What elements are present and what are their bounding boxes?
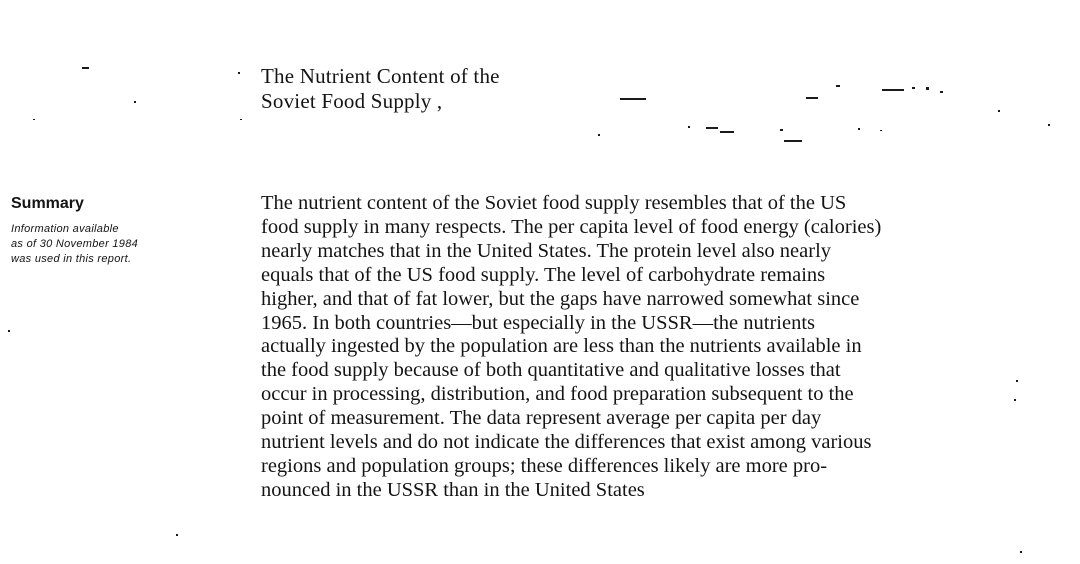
scan-speck: [620, 98, 646, 100]
scan-speck: [880, 130, 882, 131]
scan-speck: [784, 140, 802, 142]
scan-speck: [836, 85, 840, 87]
scan-speck: [1014, 399, 1016, 401]
scan-speck: [858, 128, 860, 130]
paragraph-line: food supply in many respects. The per capita level of food energy (calories): [261, 215, 882, 238]
paragraph-line: the food supply because of both quantitative and qualitative losses that: [261, 359, 841, 382]
scan-speck: [806, 97, 818, 99]
scan-speck: [1020, 551, 1022, 553]
scan-speck: [176, 534, 178, 536]
scan-speck: [134, 101, 136, 103]
scan-speck: [82, 67, 89, 69]
scan-speck: [33, 119, 35, 120]
document-title: [261, 64, 601, 114]
paragraph-line: regions and population groups; these differences likely are more pro-: [261, 454, 828, 477]
summary-note-line: was used in this report.: [11, 253, 132, 265]
paragraph-line: 1965. In both countries—but especially in the USSR—the nutrients: [261, 311, 816, 334]
scan-speck: [238, 72, 240, 74]
paragraph-line: point of measurement. The data represent average per capita per day: [261, 407, 822, 430]
scan-speck: [926, 87, 929, 90]
scan-speck: [1016, 380, 1018, 382]
paragraph-line: nutrient levels and do not indicate the differences that exist among various: [261, 431, 872, 454]
scan-speck: [780, 129, 783, 131]
scan-speck: [720, 131, 734, 133]
paragraph-line: higher, and that of fat lower, but the gaps have narrowed somewhat since: [261, 287, 860, 310]
summary-note: [11, 222, 211, 267]
scan-speck: [940, 91, 943, 93]
paragraph-line: nounced in the USSR than in the United States: [261, 478, 645, 501]
summary-note-line: Information available: [11, 223, 119, 235]
scan-speck: [688, 126, 690, 128]
title-line-1: The Nutrient Content of the: [261, 64, 500, 88]
scan-speck: [882, 89, 904, 91]
scan-speck: [598, 134, 600, 136]
title-line-2: Soviet Food Supply ,: [261, 89, 443, 113]
paragraph-line: equals that of the US food supply. The level of carbohydrate remains: [261, 263, 826, 286]
paragraph-line: nearly matches that in the United States. The protein level also nearly: [261, 239, 832, 262]
scan-speck: [8, 330, 10, 332]
paragraph-line: The nutrient content of the Soviet food supply resembles that of the US: [261, 192, 847, 214]
scan-speck: [240, 119, 242, 120]
scan-speck: [912, 87, 915, 89]
summary-heading: Summary: [11, 195, 84, 212]
summary-note-line: as of 30 November 1984: [11, 238, 139, 250]
summary-paragraph: [261, 192, 1021, 503]
scan-speck: [1048, 124, 1050, 126]
paragraph-line: occur in processing, distribution, and food preparation subsequent to the: [261, 383, 854, 406]
scan-speck: [706, 127, 718, 129]
paragraph-line: actually ingested by the population are less than the nutrients available in: [261, 335, 862, 358]
scan-speck: [998, 110, 1000, 112]
